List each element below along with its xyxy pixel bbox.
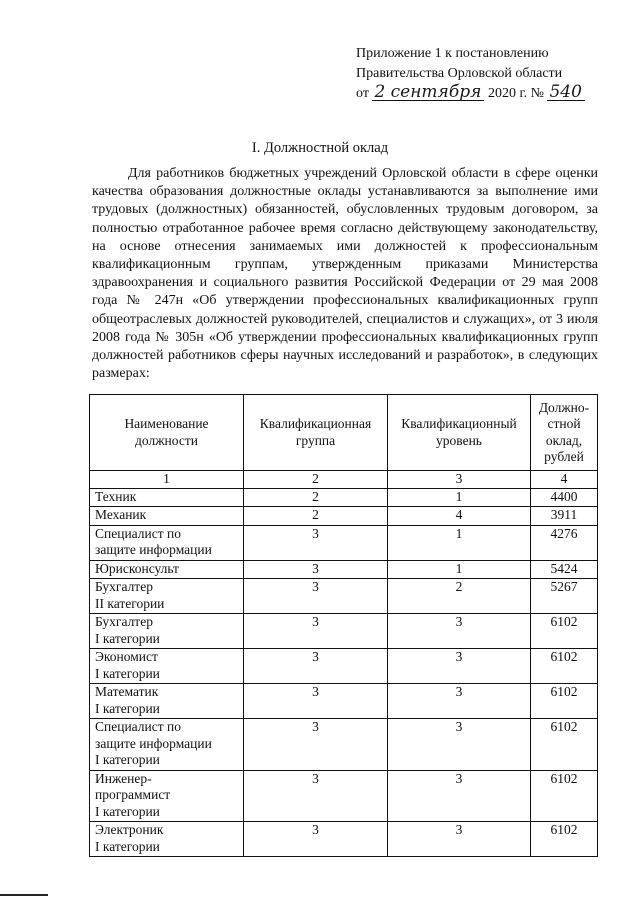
position-name-cell: Механик: [90, 507, 244, 526]
footer-rule: [0, 894, 48, 896]
position-name-cell: Специалист по защите информации I категории: [90, 719, 244, 771]
salary-cell: 4400: [531, 488, 598, 507]
qualification-level-cell: 3: [388, 770, 531, 822]
body-paragraph: Для работников бюджетных учреждений Орловской области в сфере оценки качества образования должностные оклады устанавливаются за выполнение ими трудовых (должностных) обязанностей, обусловленных трудовым договором, за полностью отработанное рабочее время согласно действующему законодательству, на основе отнесения занимаемых ими должностей к профессиональным квалификационным группам, утвержденным приказами Министерства здравоохранения и социального развития Российской Федерации от 29 мая 2008 года № 247н «Об утверждении профессиональных квалификационных групп общеотраслевых должностей руководителей, специалистов и служащих», от 3 июля 2008 года № 305н «Об утверждении профессиональных квалификационных групп должностей работников сферы научных исследований и разработок», в следующих размерах:: [92, 166, 598, 382]
table-row: [90, 579, 598, 614]
salary-cell: 6102: [531, 770, 598, 822]
position-name-cell: Бухгалтер II категории: [90, 579, 244, 614]
header-qualification-group: Квалификационная группа: [244, 395, 388, 471]
qualification-level-cell: 4: [388, 507, 531, 526]
table-row: [90, 719, 598, 771]
header-qualification-level: Квалификационный уровень: [388, 395, 531, 471]
table-header-row: [90, 395, 598, 471]
year-text: 2020 г. №: [487, 86, 544, 101]
table-row: [90, 684, 598, 719]
qualification-group-cell: 3: [244, 719, 388, 771]
qualification-group-cell: 2: [244, 488, 388, 507]
section-title: I. Должностной оклад: [251, 140, 389, 156]
date-prefix: от: [356, 86, 369, 101]
salary-cell: 4276: [531, 525, 598, 560]
salary-cell: 3911: [531, 507, 598, 526]
table-row: [90, 525, 598, 560]
qualification-group-cell: 3: [244, 579, 388, 614]
salary-cell: 5424: [531, 560, 598, 579]
position-name-cell: Техник: [90, 488, 244, 507]
appendix-header: [356, 44, 626, 104]
qualification-group-cell: 3: [244, 684, 388, 719]
qualification-level-cell: 1: [388, 525, 531, 560]
qualification-group-cell: 3: [244, 560, 388, 579]
qualification-group-cell: 2: [244, 507, 388, 526]
qualification-level-cell: 3: [388, 649, 531, 684]
table-row: [90, 770, 598, 822]
qualification-group-cell: 3: [244, 822, 388, 857]
handwritten-number: 540: [547, 84, 585, 101]
position-name-cell: Экономист I категории: [90, 649, 244, 684]
column-number: 1: [90, 471, 244, 489]
qualification-group-cell: 3: [244, 649, 388, 684]
qualification-level-cell: 2: [388, 579, 531, 614]
position-name-cell: Электроник I категории: [90, 822, 244, 857]
position-name-cell: Математик I категории: [90, 684, 244, 719]
header-position: Наименование должности: [90, 395, 244, 471]
salary-cell: 6102: [531, 649, 598, 684]
qualification-group-cell: 3: [244, 525, 388, 560]
salary-cell: 6102: [531, 822, 598, 857]
column-number: 4: [531, 471, 598, 489]
qualification-level-cell: 3: [388, 719, 531, 771]
table-row: [90, 488, 598, 507]
qualification-level-cell: 1: [388, 488, 531, 507]
position-name-cell: Инженер- программист I категории: [90, 770, 244, 822]
table-row: [90, 614, 598, 649]
column-number: 3: [388, 471, 531, 489]
table-row: [90, 507, 598, 526]
column-number: 2: [244, 471, 388, 489]
appendix-line-1: Приложение 1 к постановлению: [356, 46, 549, 61]
qualification-level-cell: 3: [388, 614, 531, 649]
position-name-cell: Специалист по защите информации: [90, 525, 244, 560]
handwritten-date: 2 сентября: [372, 84, 484, 101]
qualification-group-cell: 3: [244, 614, 388, 649]
qualification-level-cell: 3: [388, 684, 531, 719]
salary-cell: 6102: [531, 614, 598, 649]
salary-cell: 6102: [531, 719, 598, 771]
qualification-group-cell: 3: [244, 770, 388, 822]
appendix-date-line: [356, 84, 626, 104]
body-paragraph-block: [92, 165, 598, 383]
table-row: [90, 560, 598, 579]
qualification-level-cell: 3: [388, 822, 531, 857]
salary-cell: 6102: [531, 684, 598, 719]
position-name-cell: Юрисконсульт: [90, 560, 244, 579]
column-number-row: [90, 471, 598, 489]
salary-cell: 5267: [531, 579, 598, 614]
appendix-line-2: Правительства Орловской области: [356, 66, 563, 81]
header-salary: Должно-стной оклад, рублей: [531, 395, 598, 471]
qualification-level-cell: 1: [388, 560, 531, 579]
table-row: [90, 822, 598, 857]
salary-table: [89, 394, 598, 857]
table-row: [90, 649, 598, 684]
position-name-cell: Бухгалтер I категории: [90, 614, 244, 649]
